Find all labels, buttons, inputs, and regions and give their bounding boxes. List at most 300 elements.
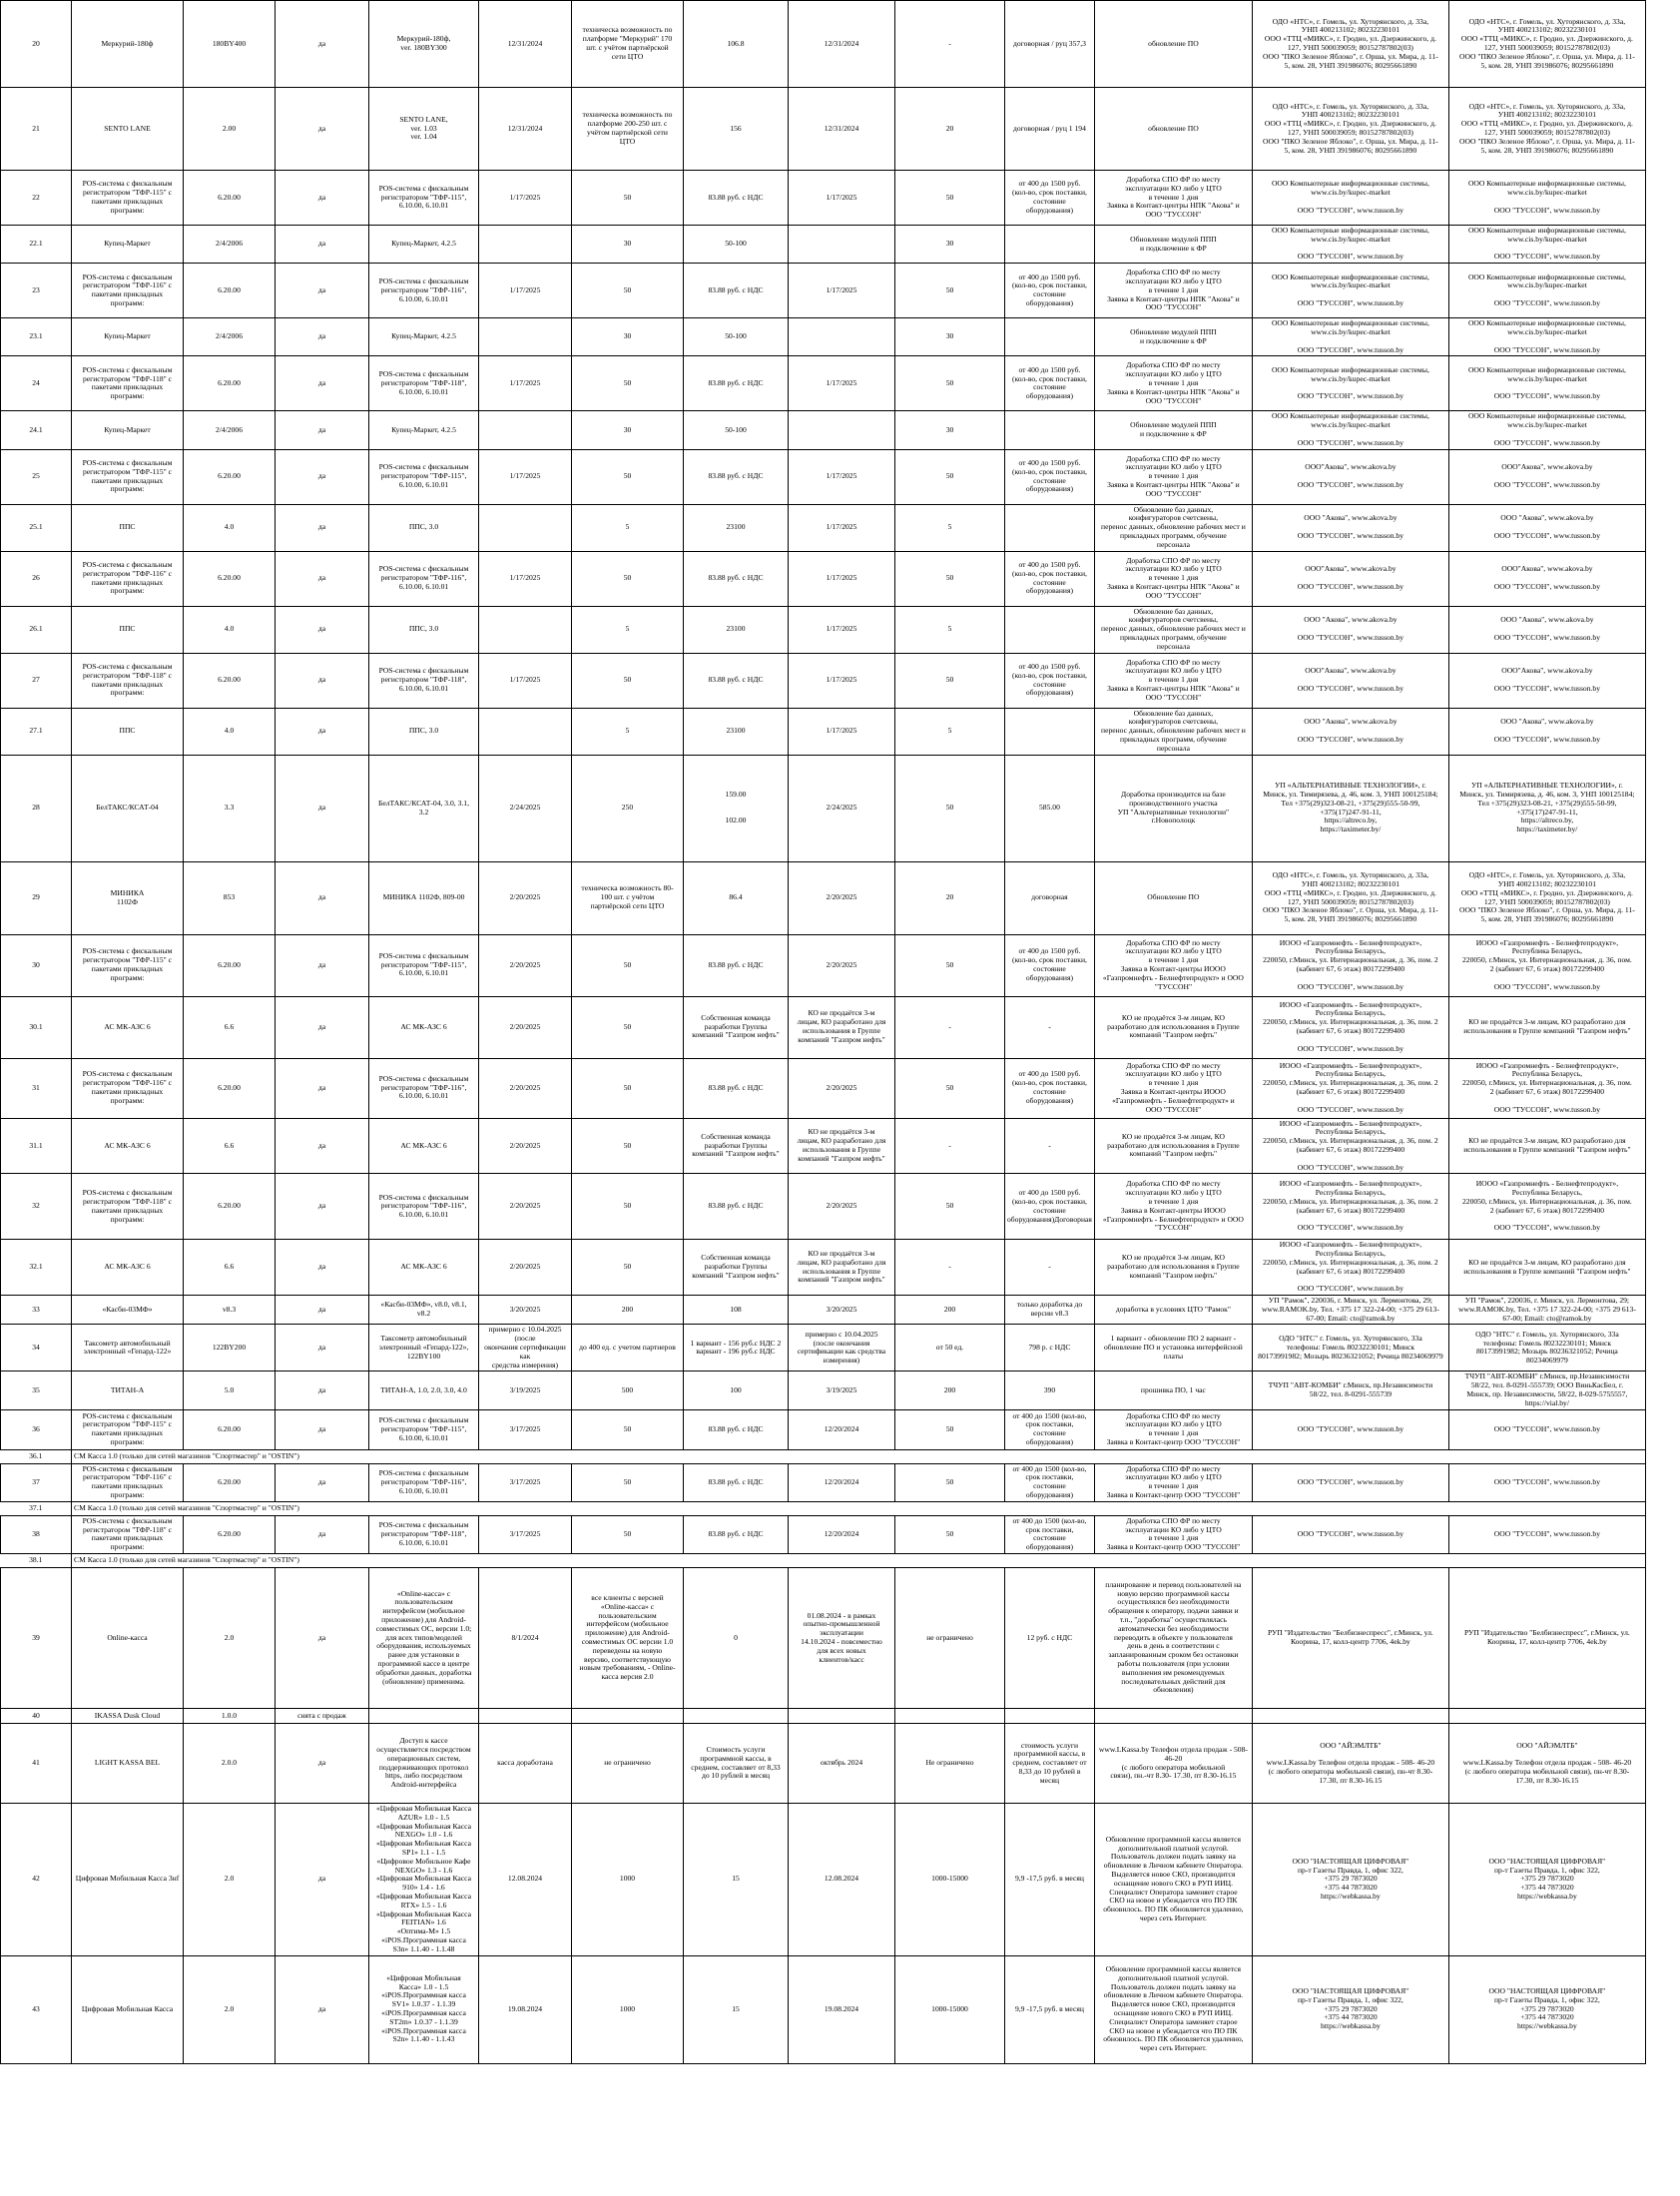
- version-cell: 4.0: [184, 504, 276, 551]
- per-day-cell: -: [895, 1, 1005, 88]
- planned-date-cell: [789, 1709, 895, 1724]
- procedure-cell: www.LKassa.by Телефон отдела продаж - 508- 46-20 (с любого оператора мобильной связи), пн.-чт 8.30- 17.30, пт 8.30-16.15: [1094, 1724, 1252, 1804]
- sellers-cell: ИООО «Газпромнефть - Белнефтепродукт», Республика Беларусь, 220050, г.Минск, ул. Интернациональная, д. 36, пом. 2 (кабинет 67, 6 этаж) 80172299400 ООО "ТУССОН", www.tusson.by: [1448, 1174, 1645, 1240]
- table-row: [1, 226, 1646, 264]
- per-day-cell: 20: [895, 861, 1005, 934]
- price-cell: 83.88 руб. с НДС: [684, 1058, 789, 1118]
- start-date-cell: 19.08.2024: [479, 1955, 572, 2063]
- planned-date-cell: 3/19/2025: [789, 1372, 895, 1409]
- price-cell: 23100: [684, 606, 789, 653]
- status-cell: да: [276, 708, 369, 755]
- table-row: [1, 708, 1646, 755]
- start-date-cell: 1/17/2025: [479, 356, 572, 411]
- price-cell: 83.88 руб. с НДС: [684, 1515, 789, 1553]
- product-name-cell: Меркурий-180ф: [72, 1, 184, 88]
- capacity-cell: 50: [572, 551, 684, 606]
- service-cost-cell: [1005, 606, 1095, 653]
- row-number-cell: 40: [1, 1709, 72, 1724]
- row-number-cell: 39: [1, 1568, 72, 1709]
- service-cost-cell: 798 р. с НДС: [1005, 1325, 1095, 1372]
- status-cell: да: [276, 551, 369, 606]
- previous-versions-cell: POS-система с фискальным регистратором "ТФР-118", 6.10.00, 6.10.01: [369, 356, 479, 411]
- start-date-cell: 2/20/2025: [479, 934, 572, 996]
- planned-date-cell: 12.08.2024: [789, 1804, 895, 1956]
- previous-versions-cell: POS-система с фискальным регистратором "ТФР-118", 6.10.00, 6.10.01: [369, 1515, 479, 1553]
- service-cost-cell: -: [1005, 1118, 1095, 1174]
- version-cell: 4.0: [184, 606, 276, 653]
- capacity-cell: 1000: [572, 1955, 684, 2063]
- version-cell: 2.0: [184, 1804, 276, 1956]
- status-cell: да: [276, 861, 369, 934]
- status-cell: снята с продаж: [276, 1709, 369, 1724]
- planned-date-cell: 2/24/2025: [789, 755, 895, 861]
- status-cell: да: [276, 1724, 369, 1804]
- table-note-row: [1, 1449, 1646, 1463]
- status-cell: да: [276, 1463, 369, 1501]
- version-cell: 6.20.00: [184, 1515, 276, 1553]
- procedure-cell: Обновление баз данных, конфигураторов счетсвены, перенос данных, обновление рабочих мест и прикладных программ, обучение персонала: [1094, 606, 1252, 653]
- capacity-cell: 50: [572, 264, 684, 318]
- price-cell: 83.88 руб. с НДС: [684, 1409, 789, 1449]
- sellers-cell: ТЧУП "АВТ-КОМБИ" г.Минск, пр.Независимости 58/22, тел. 8-0291-555739; ООО ВиньКасБел, г. Минск, пр. Независимости, 58/22, 8-029-5755557, https://vial.by/: [1448, 1372, 1645, 1409]
- per-day-cell: 30: [895, 318, 1005, 356]
- version-cell: 6.6: [184, 996, 276, 1058]
- capacity-cell: [572, 1709, 684, 1724]
- sellers-cell: ООО "ТУССОН", www.tusson.by: [1448, 1515, 1645, 1553]
- start-date-cell: 2/20/2025: [479, 996, 572, 1058]
- version-cell: 853: [184, 861, 276, 934]
- table-row: [1, 1058, 1646, 1118]
- service-cost-cell: от 400 до 1500 руб. (кол-во, срок поставки, состояние оборудования): [1005, 171, 1095, 226]
- row-number-cell: 38: [1, 1515, 72, 1553]
- capacity-cell: 50: [572, 449, 684, 504]
- procedure-cell: Доработка СПО ФР по месту эксплуатации КО либо у ЦТО в течение 1 дня Заявка в Контакт-центры НПК "Акова" и ООО "ТУССОН": [1094, 551, 1252, 606]
- product-name-cell: Цифровая Мобильная Касса: [72, 1955, 184, 2063]
- procedure-cell: КО не продаётся 3-м лицам, КО разработано для использования в Группе компаний "Газпром нефть": [1094, 1118, 1252, 1174]
- capacity-cell: 50: [572, 1409, 684, 1449]
- service-cost-cell: 9,9 -17,5 руб. в месяц: [1005, 1955, 1095, 2063]
- per-day-cell: не ограничено: [895, 1568, 1005, 1709]
- version-cell: 180BY400: [184, 1, 276, 88]
- previous-versions-cell: [369, 1709, 479, 1724]
- row-number-cell: 20: [1, 1, 72, 88]
- status-cell: да: [276, 504, 369, 551]
- price-cell: Стоимость услуги программной кассы, в среднем, составляет от 8,33 до 10 рублей в месяц: [684, 1724, 789, 1804]
- per-day-cell: 50: [895, 1058, 1005, 1118]
- status-cell: да: [276, 653, 369, 708]
- service-centers-cell: ООО "ТУССОН", www.tusson.by: [1252, 1409, 1448, 1449]
- service-cost-cell: стоимость услуги программной кассы, в среднем, составляет от 8,33 до 10 рублей в месяц: [1005, 1724, 1095, 1804]
- note-text: СМ Касса 1.0 (только для сетей магазинов "Спортмастер" и "OSTIN"): [72, 1554, 1646, 1568]
- sellers-cell: ООО Компьютерные информационные системы, www.cis.by/kupec-market ООО "ТУССОН", www.tusson.by: [1448, 318, 1645, 356]
- row-number-cell: 27: [1, 653, 72, 708]
- service-cost-cell: от 400 до 1500 руб. (кол-во, срок поставки, состояние оборудования)Договорная: [1005, 1174, 1095, 1240]
- product-name-cell: АС МК-АЗС 6: [72, 996, 184, 1058]
- service-centers-cell: ИООО «Газпромнефть - Белнефтепродукт», Республика Беларусь, 220050, г.Минск, ул. Интернациональная, д. 36, пом. 2 (кабинет 67, 6 этаж) 80172299400 ООО "ТУССОН", www.tusson.by: [1252, 996, 1448, 1058]
- sellers-cell: ОДО "НТС" г. Гомель, ул. Хуторянского, 33а телефоны: Гомель 80232230101; Минск 80173991982; Мозырь 80236321052; Речица 80234069979: [1448, 1325, 1645, 1372]
- capacity-cell: 50: [572, 934, 684, 996]
- previous-versions-cell: POS-система с фискальным регистратором "ТФР-115", 6.10.00, 6.10.01: [369, 1409, 479, 1449]
- row-number-cell: 31: [1, 1058, 72, 1118]
- service-centers-cell: УП «АЛЬТЕРНАТИВНЫЕ ТЕХНОЛОГИИ», г. Минск, ул. Тимирязева, д. 46, ком. 3, УНП 100125184; Тел +375(29)323-08-21, +375(29)555-50-99, +375(17)247-91-11, https://altreco.by, https://taximeter.by/: [1252, 755, 1448, 861]
- price-cell: 83.88 руб. с НДС: [684, 551, 789, 606]
- version-cell: 122BY200: [184, 1325, 276, 1372]
- row-number-cell: 29: [1, 861, 72, 934]
- previous-versions-cell: POS-система с фискальным регистратором "ТФР-115", 6.10.00, 6.10.01: [369, 449, 479, 504]
- service-cost-cell: [1005, 318, 1095, 356]
- per-day-cell: [895, 1709, 1005, 1724]
- capacity-cell: 50: [572, 1515, 684, 1553]
- start-date-cell: 2/20/2025: [479, 1174, 572, 1240]
- price-cell: 15: [684, 1955, 789, 2063]
- planned-date-cell: 19.08.2024: [789, 1955, 895, 2063]
- per-day-cell: 200: [895, 1372, 1005, 1409]
- row-number-cell: 35: [1, 1372, 72, 1409]
- service-cost-cell: от 400 до 1500 руб. (кол-во, срок поставки, состояние оборудования): [1005, 1058, 1095, 1118]
- product-name-cell: POS-система с фискальным регистратором "ТФР-118" с пакетами прикладных программ:: [72, 1515, 184, 1553]
- sellers-cell: [1448, 1709, 1645, 1724]
- sellers-cell: КО не продаётся 3-м лицам, КО разработано для использования в Группе компаний "Газпром нефть": [1448, 1240, 1645, 1296]
- previous-versions-cell: POS-система с фискальным регистратором "ТФР-116", 6.10.00, 6.10.01: [369, 1058, 479, 1118]
- version-cell: 6.20.00: [184, 1058, 276, 1118]
- service-centers-cell: ООО"Акова", www.akova.by ООО "ТУССОН", www.tusson.by: [1252, 653, 1448, 708]
- service-centers-cell: [1252, 1709, 1448, 1724]
- previous-versions-cell: АС МК-АЗС 6: [369, 1118, 479, 1174]
- status-cell: да: [276, 1409, 369, 1449]
- table-row: [1, 264, 1646, 318]
- planned-date-cell: 2/20/2025: [789, 1058, 895, 1118]
- product-name-cell: ППС: [72, 606, 184, 653]
- note-text: СМ Касса 1.0 (только для сетей магазинов "Спортмастер" и "OSTIN"): [72, 1449, 1646, 1463]
- price-cell: 83.88 руб. с НДС: [684, 264, 789, 318]
- procedure-cell: обновление ПО: [1094, 1, 1252, 88]
- procedure-cell: КО не продаётся 3-м лицам, КО разработано для использования в Группе компаний "Газпром нефть": [1094, 996, 1252, 1058]
- per-day-cell: от 50 ед.: [895, 1325, 1005, 1372]
- table-row: [1, 1296, 1646, 1325]
- start-date-cell: [479, 504, 572, 551]
- start-date-cell: 2/20/2025: [479, 861, 572, 934]
- sellers-cell: ООО"Акова", www.akova.by ООО "ТУССОН", www.tusson.by: [1448, 551, 1645, 606]
- sellers-cell: ОДО «НТС», г. Гомель, ул. Хуторянского, д. 33а, УНП 400213102; 80232230101 ООО «ТТЦ «МИКС», г. Гродно, ул. Дзержинского, д. 127, УНП 500039059; 80152787802(03) ООО "ПКО Зеленое Яблоко", г. Орша, ул. Мира, д. 11- 5, ком. 28, УНП 391986076; 80295661890: [1448, 861, 1645, 934]
- per-day-cell: 1000-15000: [895, 1804, 1005, 1956]
- capacity-cell: 50: [572, 653, 684, 708]
- table-row: [1, 1409, 1646, 1449]
- price-cell: 86.4: [684, 861, 789, 934]
- service-centers-cell: ООО Компьютерные информационные системы, www.cis.by/kupec-market ООО "ТУССОН", www.tusson.by: [1252, 318, 1448, 356]
- sellers-cell: ИООО «Газпромнефть - Белнефтепродукт», Республика Беларусь, 220050, г.Минск, ул. Интернациональная, д. 36, пом. 2 (кабинет 67, 6 этаж) 80172299400 ООО "ТУССОН", www.tusson.by: [1448, 1058, 1645, 1118]
- price-cell: 83.88 руб. с НДС: [684, 653, 789, 708]
- status-cell: да: [276, 1058, 369, 1118]
- start-date-cell: 12.08.2024: [479, 1804, 572, 1956]
- service-centers-cell: ООО "АЙЭМЛТБ" www.LKassa.by Телефон отдела продаж - 508- 46-20 (с любого оператора мобильной связи), пн-чт 8.30- 17.30, пт 8.30-16.15: [1252, 1724, 1448, 1804]
- service-centers-cell: УП "Рамок", 220036, г. Минск, ул. Лермонтова, 29; www.RAMOK.by, Тел. +375 17 322-24-00; +375 29 613- 67-00; Email: cto@ramok.by: [1252, 1296, 1448, 1325]
- capacity-cell: до 400 ед. с учетом партнеров: [572, 1325, 684, 1372]
- table-row: [1, 1325, 1646, 1372]
- table-row: [1, 1174, 1646, 1240]
- price-cell: 50-100: [684, 226, 789, 264]
- row-number-cell: 23: [1, 264, 72, 318]
- version-cell: 6.20.00: [184, 653, 276, 708]
- per-day-cell: 50: [895, 653, 1005, 708]
- status-cell: да: [276, 1, 369, 88]
- procedure-cell: Доработка СПО ФР по месту эксплуатации КО либо у ЦТО в течение 1 дня Заявка в Контакт-центры ИООО «Газпромнефть - Белнефтепродукт» и ООО "ТУССОН": [1094, 934, 1252, 996]
- capacity-cell: 30: [572, 411, 684, 449]
- row-number-cell: 25: [1, 449, 72, 504]
- price-cell: 83.88 руб. с НДС: [684, 356, 789, 411]
- status-cell: да: [276, 1118, 369, 1174]
- procedure-cell: Доработка СПО ФР по месту эксплуатации КО либо у ЦТО в течение 1 дня Заявка в Контакт-центры ИООО «Газпромнефть - Белнефтепродукт» и ООО "ТУССОН": [1094, 1174, 1252, 1240]
- per-day-cell: 50: [895, 551, 1005, 606]
- procedure-cell: обновление ПО: [1094, 88, 1252, 171]
- product-name-cell: POS-система с фискальным регистратором "ТФР-118" с пакетами прикладных программ:: [72, 356, 184, 411]
- status-cell: да: [276, 1372, 369, 1409]
- procedure-cell: прошивка ПО, 1 час: [1094, 1372, 1252, 1409]
- procedure-cell: Обновление баз данных, конфигураторов счетсвены, перенос данных, обновление рабочих мест и прикладных программ, обучение персонала: [1094, 708, 1252, 755]
- row-number-cell: 32.1: [1, 1240, 72, 1296]
- sellers-cell: ООО "ТУССОН", www.tusson.by: [1448, 1463, 1645, 1501]
- sellers-cell: ОДО «НТС», г. Гомель, ул. Хуторянского, д. 33а, УНП 400213102; 80232230101 ООО «ТТЦ «МИКС», г. Гродно, ул. Дзержинского, д. 127, УНП 500039059; 80152787802(03) ООО "ПКО Зеленое Яблоко", г. Орша, ул. Мира, д. 11- 5, ком. 28, УНП 391986076; 80295661890: [1448, 88, 1645, 171]
- status-cell: да: [276, 1240, 369, 1296]
- version-cell: 2.00: [184, 88, 276, 171]
- status-cell: да: [276, 264, 369, 318]
- product-name-cell: POS-система с фискальным регистратором "ТФР-118" с пакетами прикладных программ:: [72, 1174, 184, 1240]
- row-number-cell: 32: [1, 1174, 72, 1240]
- planned-date-cell: [789, 226, 895, 264]
- procedure-cell: Обновление модулей ППП и подключение к ФР: [1094, 411, 1252, 449]
- status-cell: да: [276, 606, 369, 653]
- price-cell: 50-100: [684, 318, 789, 356]
- service-cost-cell: [1005, 708, 1095, 755]
- service-centers-cell: ООО"Акова", www.akova.by ООО "ТУССОН", www.tusson.by: [1252, 449, 1448, 504]
- previous-versions-cell: POS-система с фискальным регистратором "ТФР-116", 6.10.00, 6.10.01: [369, 551, 479, 606]
- procedure-cell: Доработка производится на базе производственного участка УП "Альтернативные технологии" г.Новополоцк: [1094, 755, 1252, 861]
- price-cell: 50-100: [684, 411, 789, 449]
- start-date-cell: 3/17/2025: [479, 1409, 572, 1449]
- product-name-cell: LIGHT KASSA BEL: [72, 1724, 184, 1804]
- price-cell: Собственная команда разработки Группы компаний "Газпром нефть": [684, 1118, 789, 1174]
- start-date-cell: 1/17/2025: [479, 171, 572, 226]
- product-name-cell: POS-система с фискальным регистратором "ТФР-116" с пакетами прикладных программ:: [72, 1463, 184, 1501]
- table-row: [1, 1463, 1646, 1501]
- status-cell: да: [276, 934, 369, 996]
- planned-date-cell: КО не продаётся 3-м лицам, КО разработано для использования в Группе компаний "Газпром нефть": [789, 1118, 895, 1174]
- start-date-cell: [479, 1709, 572, 1724]
- price-cell: 23100: [684, 708, 789, 755]
- procedure-cell: 1 вариант - обновление ПО 2 вариант - обновление ПО и установка интерфейсной платы: [1094, 1325, 1252, 1372]
- price-cell: 83.88 руб. с НДС: [684, 449, 789, 504]
- service-cost-cell: от 400 до 1500 (кол-во, срок поставки, состояние оборудования): [1005, 1463, 1095, 1501]
- service-cost-cell: от 400 до 1500 руб. (кол-во, срок поставки, состояние оборудования): [1005, 934, 1095, 996]
- service-cost-cell: -: [1005, 996, 1095, 1058]
- sellers-cell: ООО Компьютерные информационные системы, www.cis.by/kupec-market ООО "ТУССОН", www.tusson.by: [1448, 264, 1645, 318]
- start-date-cell: 3/20/2025: [479, 1296, 572, 1325]
- service-centers-cell: ТЧУП "АВТ-КОМБИ" г.Минск, пр.Независимости 58/22, тел. 8-0291-555739: [1252, 1372, 1448, 1409]
- row-number-cell: 37: [1, 1463, 72, 1501]
- start-date-cell: 3/17/2025: [479, 1463, 572, 1501]
- previous-versions-cell: БелТАКС/КСАТ-04, 3.0, 3.1, 3.2: [369, 755, 479, 861]
- sellers-cell: РУП "Издательство "Белбизнеспресс", г.Минск, ул. Коорина, 17, колл-центр 7706, 4ek.by: [1448, 1568, 1645, 1709]
- sellers-cell: ООО "Акова", www.akova.by ООО "ТУССОН", www.tusson.by: [1448, 708, 1645, 755]
- table-row: [1, 1804, 1646, 1956]
- row-number-cell: 30: [1, 934, 72, 996]
- previous-versions-cell: Купец-Маркет, 4.2.5: [369, 318, 479, 356]
- service-centers-cell: ИООО «Газпромнефть - Белнефтепродукт», Республика Беларусь, 220050, г.Минск, ул. Интернациональная, д. 36, пом. 2 (кабинет 67, 6 этаж) 80172299400 ООО "ТУССОН", www.tusson.by: [1252, 934, 1448, 996]
- service-cost-cell: от 400 до 1500 руб. (кол-во, срок поставки, состояние оборудования): [1005, 356, 1095, 411]
- per-day-cell: 1000-15000: [895, 1955, 1005, 2063]
- per-day-cell: -: [895, 996, 1005, 1058]
- service-cost-cell: [1005, 504, 1095, 551]
- planned-date-cell: КО не продаётся 3-м лицам, КО разработано для использования в Группе компаний "Газпром нефть": [789, 996, 895, 1058]
- service-centers-cell: ООО "ТУССОН", www.tusson.by: [1252, 1463, 1448, 1501]
- previous-versions-cell: POS-система с фискальным регистратором "ТФР-115", 6.10.00, 6.10.01: [369, 171, 479, 226]
- procedure-cell: Доработка СПО ФР по месту эксплуатации КО либо у ЦТО в течение 1 дня Заявка в Контакт-центры НПК "Акова" и ООО "ТУССОН": [1094, 449, 1252, 504]
- capacity-cell: 50: [572, 1174, 684, 1240]
- capacity-cell: 50: [572, 356, 684, 411]
- version-cell: 6.20.00: [184, 934, 276, 996]
- table-row: [1, 551, 1646, 606]
- start-date-cell: примерно с 10.04.2025 (после окончания сертификации как средства измерения): [479, 1325, 572, 1372]
- status-cell: да: [276, 996, 369, 1058]
- price-cell: 1 вариант - 156 руб.с НДС 2 вариант - 196 руб.с НДС: [684, 1325, 789, 1372]
- capacity-cell: 50: [572, 996, 684, 1058]
- table-row: [1, 1372, 1646, 1409]
- planned-date-cell: [789, 318, 895, 356]
- product-name-cell: ТИТАН-А: [72, 1372, 184, 1409]
- table-row: [1, 88, 1646, 171]
- previous-versions-cell: ППС, 3.0: [369, 708, 479, 755]
- start-date-cell: касса доработана: [479, 1724, 572, 1804]
- service-centers-cell: ОДО «НТС», г. Гомель, ул. Хуторянского, д. 33а, УНП 400213102; 80232230101 ООО «ТТЦ «МИКС», г. Гродно, ул. Дзержинского, д. 127, УНП 500039059; 80152787802(03) ООО "ПКО Зеленое Яблоко", г. Орша, ул. Мира, д. 11- 5, ком. 28, УНП 391986076; 80295661890: [1252, 861, 1448, 934]
- service-centers-cell: ИООО «Газпромнефть - Белнефтепродукт», Республика Беларусь, 220050, г.Минск, ул. Интернациональная, д. 36, пом. 2 (кабинет 67, 6 этаж) 80172299400 ООО "ТУССОН", www.tusson.by: [1252, 1058, 1448, 1118]
- version-cell: 6.20.00: [184, 449, 276, 504]
- row-number-cell: 36: [1, 1409, 72, 1449]
- note-text: СМ Касса 1.0 (только для сетей магазинов "Спортмастер" и "OSTIN"): [72, 1501, 1646, 1515]
- table-row: [1, 318, 1646, 356]
- status-cell: да: [276, 1568, 369, 1709]
- product-name-cell: SENTO LANE: [72, 88, 184, 171]
- previous-versions-cell: Меркурий-180ф, ver. 180BY300: [369, 1, 479, 88]
- status-cell: да: [276, 449, 369, 504]
- previous-versions-cell: Купец-Маркет, 4.2.5: [369, 411, 479, 449]
- previous-versions-cell: Доступ к кассе осуществляется посредством операционных систем, поддерживающих протокол https, либо посредством Android-интерфейса: [369, 1724, 479, 1804]
- version-cell: 6.20.00: [184, 1174, 276, 1240]
- version-cell: 2.0: [184, 1568, 276, 1709]
- per-day-cell: -: [895, 1240, 1005, 1296]
- price-cell: 83.88 руб. с НДС: [684, 1174, 789, 1240]
- service-cost-cell: от 400 до 1500 (кол-во, срок поставки, состояние оборудования): [1005, 1409, 1095, 1449]
- sellers-cell: ООО "НАСТОЯЩАЯ ЦИФРОВАЯ" пр-т Газеты Правда, 1, офис 322, +375 29 7873020 +375 44 7873020 https://webkassa.by: [1448, 1804, 1645, 1956]
- status-cell: да: [276, 171, 369, 226]
- price-cell: 83.88 руб. с НДС: [684, 171, 789, 226]
- previous-versions-cell: POS-система с фискальным регистратором "ТФР-115", 6.10.00, 6.10.01: [369, 934, 479, 996]
- version-cell: 6.20.00: [184, 1463, 276, 1501]
- product-name-cell: POS-система с фискальным регистратором "ТФР-116" с пакетами прикладных программ:: [72, 264, 184, 318]
- procedure-cell: Доработка СПО ФР по месту эксплуатации КО либо у ЦТО в течение 1 дня Заявка в Контакт-центры НПК "Акова" и ООО "ТУССОН": [1094, 171, 1252, 226]
- table-row: [1, 449, 1646, 504]
- price-cell: 15: [684, 1804, 789, 1956]
- previous-versions-cell: ППС, 3.0: [369, 504, 479, 551]
- start-date-cell: [479, 708, 572, 755]
- per-day-cell: 50: [895, 356, 1005, 411]
- service-centers-cell: ООО Компьютерные информационные системы, www.cis.by/kupec-market ООО "ТУССОН", www.tusson.by: [1252, 226, 1448, 264]
- row-number-cell: 25.1: [1, 504, 72, 551]
- version-cell: 2/4/2006: [184, 318, 276, 356]
- capacity-cell: техническа возможность 80- 100 шт. с учётом партнёрской сети ЦТО: [572, 861, 684, 934]
- sellers-cell: ООО "НАСТОЯЩАЯ ЦИФРОВАЯ" пр-т Газеты Правда, 1, офис 322, +375 29 7873020 +375 44 7873020 https://webkassa.by: [1448, 1955, 1645, 2063]
- start-date-cell: 1/17/2025: [479, 653, 572, 708]
- product-name-cell: АС МК-АЗС 6: [72, 1240, 184, 1296]
- table-row: [1, 861, 1646, 934]
- previous-versions-cell: ППС, 3.0: [369, 606, 479, 653]
- table-row: [1, 934, 1646, 996]
- per-day-cell: 50: [895, 1463, 1005, 1501]
- product-name-cell: Купец-Маркет: [72, 411, 184, 449]
- planned-date-cell: октябрь 2024: [789, 1724, 895, 1804]
- procedure-cell: Обновление модулей ППП и подключение к ФР: [1094, 318, 1252, 356]
- per-day-cell: 50: [895, 171, 1005, 226]
- status-cell: да: [276, 411, 369, 449]
- table-row: [1, 356, 1646, 411]
- table-row: [1, 996, 1646, 1058]
- service-centers-cell: ООО"Акова", www.akova.by ООО "ТУССОН", www.tusson.by: [1252, 551, 1448, 606]
- sellers-cell: УП «АЛЬТЕРНАТИВНЫЕ ТЕХНОЛОГИИ», г. Минск, ул. Тимирязева, д. 46, ком. 3, УНП 100125184; Тел +375(29)323-08-21, +375(29)555-50-99, +375(17)247-91-11, https://altreco.by, https://taximeter.by/: [1448, 755, 1645, 861]
- product-name-cell: POS-система с фискальным регистратором "ТФР-115" с пакетами прикладных программ:: [72, 449, 184, 504]
- start-date-cell: 8/1/2024: [479, 1568, 572, 1709]
- sellers-cell: КО не продаётся 3-м лицам, КО разработано для использования в Группе компаний "Газпром нефть": [1448, 1118, 1645, 1174]
- sellers-cell: ООО Компьютерные информационные системы, www.cis.by/kupec-market ООО "ТУССОН", www.tusson.by: [1448, 171, 1645, 226]
- sellers-cell: УП "Рамок", 220036, г. Минск, ул. Лермонтова, 29; www.RAMOK.by, Тел. +375 17 322-24-00; +375 29 613- 67-00; Email: cto@ramok.by: [1448, 1296, 1645, 1325]
- table-row: [1, 653, 1646, 708]
- service-cost-cell: 390: [1005, 1372, 1095, 1409]
- status-cell: да: [276, 1515, 369, 1553]
- service-centers-cell: ООО "НАСТОЯЩАЯ ЦИФРОВАЯ" пр-т Газеты Правда, 1, офис 322, +375 29 7873020 +375 44 7873020 https://webkassa.by: [1252, 1804, 1448, 1956]
- product-name-cell: АС МК-АЗС 6: [72, 1118, 184, 1174]
- procedure-cell: Обновление программной кассы является дополнительной платной услугой. Пользователь должен подать заявку на обновление в Личном кабинете Оператора. Выделяется новое СКО, производится оснащение нового СКО в РУП ИИЦ. Специалист Оператора заменяет старое СКО на новое и убеждается что ПО ПК обновилось. ПО ПК обновляется удаленно, через сеть Интернет.: [1094, 1955, 1252, 2063]
- row-number-cell: 28: [1, 755, 72, 861]
- start-date-cell: 1/17/2025: [479, 264, 572, 318]
- start-date-cell: 2/20/2025: [479, 1058, 572, 1118]
- version-cell: 4.0: [184, 708, 276, 755]
- row-number-cell: 42: [1, 1804, 72, 1956]
- row-number: 38.1: [1, 1554, 72, 1568]
- start-date-cell: 1/17/2025: [479, 449, 572, 504]
- start-date-cell: 2/20/2025: [479, 1118, 572, 1174]
- table-row: [1, 1724, 1646, 1804]
- price-cell: Собственная команда разработки Группы компаний "Газпром нефть": [684, 996, 789, 1058]
- capacity-cell: 1000: [572, 1804, 684, 1956]
- version-cell: 3.3: [184, 755, 276, 861]
- row-number-cell: 22.1: [1, 226, 72, 264]
- service-cost-cell: от 400 до 1500 руб. (кол-во, срок поставки, состояние оборудования): [1005, 653, 1095, 708]
- product-name-cell: POS-система с фискальным регистратором "ТФР-116" с пакетами прикладных программ:: [72, 1058, 184, 1118]
- service-cost-cell: договорная / руц 1 194: [1005, 88, 1095, 171]
- per-day-cell: 50: [895, 934, 1005, 996]
- capacity-cell: 200: [572, 1296, 684, 1325]
- planned-date-cell: [789, 411, 895, 449]
- product-name-cell: ППС: [72, 504, 184, 551]
- previous-versions-cell: МИНИКА 1102Ф, 809-00: [369, 861, 479, 934]
- start-date-cell: 2/20/2025: [479, 1240, 572, 1296]
- procedure-cell: КО не продаётся 3-м лицам, КО разработано для использования в Группе компаний "Газпром нефть": [1094, 1240, 1252, 1296]
- per-day-cell: -: [895, 1118, 1005, 1174]
- procedure-cell: Доработка СПО ФР по месту эксплуатации КО либо у ЦТО в течение 1 дня Заявка в Контакт-центр ООО "ТУССОН": [1094, 1463, 1252, 1501]
- version-cell: 6.20.00: [184, 171, 276, 226]
- table-row: [1, 1240, 1646, 1296]
- service-cost-cell: договорная / руц 357,3: [1005, 1, 1095, 88]
- version-cell: 2.0: [184, 1955, 276, 2063]
- table-note-row: [1, 1554, 1646, 1568]
- per-day-cell: 200: [895, 1296, 1005, 1325]
